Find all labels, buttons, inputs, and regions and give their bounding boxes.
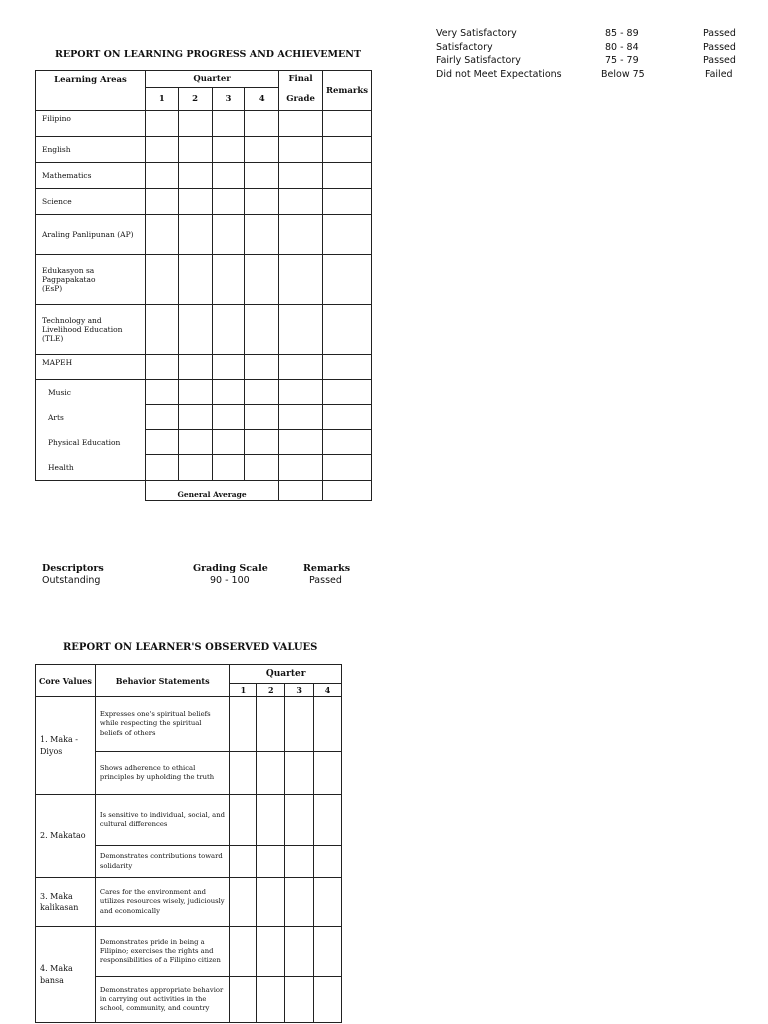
table-row bbox=[36, 163, 372, 189]
legend-scale: Below 75 bbox=[601, 69, 645, 80]
final-grade-cell[interactable] bbox=[279, 137, 323, 163]
subject-label: English bbox=[36, 137, 146, 163]
legend-remarks: Passed bbox=[703, 55, 736, 66]
core-value-label: 1. Maka - Diyos bbox=[36, 697, 96, 795]
header-remarks: Remarks bbox=[323, 71, 372, 111]
header-grade: Grade bbox=[279, 88, 323, 111]
grade-cell[interactable] bbox=[178, 215, 212, 255]
rating-cell[interactable] bbox=[257, 846, 285, 878]
remarks-cell[interactable] bbox=[323, 305, 372, 355]
grade-cell[interactable] bbox=[212, 305, 245, 355]
grade-cell[interactable] bbox=[145, 305, 178, 355]
grade-cell[interactable] bbox=[178, 163, 212, 189]
rating-cell[interactable] bbox=[230, 878, 257, 927]
remarks-cell[interactable] bbox=[323, 111, 372, 137]
rating-cell[interactable] bbox=[285, 977, 314, 1023]
scale-value: 90 - 100 bbox=[210, 575, 250, 586]
header-quarter: Quarter bbox=[145, 71, 278, 88]
rating-cell[interactable] bbox=[230, 697, 257, 752]
header-q3: 3 bbox=[285, 684, 314, 697]
behavior-statement: Demonstrates pride in being a Filipino; exercises the rights and responsibilities of a Filipino citizen bbox=[95, 927, 230, 977]
behavior-statement: Cares for the environment and utilizes resources wisely, judiciously and economically bbox=[95, 878, 230, 927]
rating-cell[interactable] bbox=[314, 977, 342, 1023]
remarks-cell[interactable] bbox=[323, 189, 372, 215]
final-grade-cell[interactable] bbox=[279, 380, 323, 405]
header-q3: 3 bbox=[212, 88, 245, 111]
rating-cell[interactable] bbox=[285, 878, 314, 927]
header-q4: 4 bbox=[245, 88, 279, 111]
grade-cell[interactable] bbox=[178, 305, 212, 355]
behavior-statement: Shows adherence to ethical principles by upholding the truth bbox=[95, 752, 230, 795]
legend-descriptor: Did not Meet Expectations bbox=[436, 69, 562, 80]
grade-cell[interactable] bbox=[212, 215, 245, 255]
grade-cell[interactable] bbox=[212, 430, 245, 455]
final-grade-cell[interactable] bbox=[279, 455, 323, 481]
grade-cell[interactable] bbox=[245, 430, 279, 455]
behavior-statement: Demonstrates contributions toward solidarity bbox=[95, 846, 230, 878]
grade-cell[interactable] bbox=[212, 137, 245, 163]
grade-cell[interactable] bbox=[145, 455, 178, 481]
rating-cell[interactable] bbox=[257, 977, 285, 1023]
grade-cell[interactable] bbox=[145, 255, 178, 305]
rating-cell[interactable] bbox=[257, 697, 285, 752]
header-learning-areas: Learning Areas bbox=[36, 71, 146, 111]
core-value-label: 4. Maka bansa bbox=[36, 927, 96, 1023]
legend-descriptor: Very Satisfactory bbox=[436, 28, 517, 39]
grade-cell[interactable] bbox=[178, 405, 212, 430]
table-row bbox=[36, 255, 372, 305]
subject-label: Physical Education bbox=[36, 430, 146, 455]
remarks-cell[interactable] bbox=[323, 255, 372, 305]
core-value-label: 3. Maka kalikasan bbox=[36, 878, 96, 927]
rating-cell[interactable] bbox=[257, 752, 285, 795]
grade-cell[interactable] bbox=[145, 430, 178, 455]
grade-cell[interactable] bbox=[212, 111, 245, 137]
header-q4: 4 bbox=[314, 684, 342, 697]
table-row bbox=[36, 795, 342, 846]
table-row bbox=[36, 455, 372, 481]
rating-cell[interactable] bbox=[230, 752, 257, 795]
grade-cell[interactable] bbox=[212, 355, 245, 380]
final-grade-cell[interactable] bbox=[279, 163, 323, 189]
grade-cell[interactable] bbox=[245, 305, 279, 355]
final-grade-cell[interactable] bbox=[279, 405, 323, 430]
rating-cell[interactable] bbox=[314, 697, 342, 752]
grade-cell[interactable] bbox=[245, 380, 279, 405]
rating-cell[interactable] bbox=[230, 927, 257, 977]
final-grade-cell[interactable] bbox=[279, 430, 323, 455]
remarks-cell[interactable] bbox=[323, 215, 372, 255]
legend-scale: 75 - 79 bbox=[605, 55, 639, 66]
descriptor-value: Outstanding bbox=[42, 575, 101, 586]
final-grade-cell[interactable] bbox=[279, 355, 323, 380]
rating-cell[interactable] bbox=[285, 697, 314, 752]
grade-cell[interactable] bbox=[245, 405, 279, 430]
observed-values-table bbox=[35, 664, 342, 1023]
grade-cell[interactable] bbox=[178, 111, 212, 137]
header-q1: 1 bbox=[230, 684, 257, 697]
subject-label: MAPEH bbox=[36, 355, 146, 380]
grade-cell[interactable] bbox=[178, 255, 212, 305]
legend-descriptor: Fairly Satisfactory bbox=[436, 55, 521, 66]
rating-cell[interactable] bbox=[230, 846, 257, 878]
table-row bbox=[36, 215, 372, 255]
legend-remarks: Passed bbox=[703, 42, 736, 53]
table-row bbox=[36, 111, 372, 137]
general-average-cell[interactable] bbox=[279, 481, 323, 501]
final-grade-cell[interactable] bbox=[279, 215, 323, 255]
grade-cell[interactable] bbox=[245, 111, 279, 137]
table-row bbox=[36, 405, 372, 430]
grade-cell[interactable] bbox=[212, 163, 245, 189]
remarks-cell[interactable] bbox=[323, 430, 372, 455]
remarks-cell[interactable] bbox=[323, 163, 372, 189]
rating-cell[interactable] bbox=[314, 878, 342, 927]
final-grade-cell[interactable] bbox=[279, 305, 323, 355]
table-row bbox=[36, 189, 372, 215]
rating-cell[interactable] bbox=[314, 795, 342, 846]
rating-cell[interactable] bbox=[314, 846, 342, 878]
learning-progress-table bbox=[35, 70, 372, 501]
subject-label: Music bbox=[36, 380, 146, 405]
rating-cell[interactable] bbox=[230, 977, 257, 1023]
grade-cell[interactable] bbox=[145, 405, 178, 430]
grade-cell[interactable] bbox=[245, 215, 279, 255]
grade-cell[interactable] bbox=[245, 137, 279, 163]
remarks-cell[interactable] bbox=[323, 455, 372, 481]
core-value-label: 2. Makatao bbox=[36, 795, 96, 878]
subject-label: Arts bbox=[36, 405, 146, 430]
grade-cell[interactable] bbox=[178, 189, 212, 215]
header-core-values: Core Values bbox=[36, 665, 96, 697]
grade-cell[interactable] bbox=[245, 163, 279, 189]
rating-cell[interactable] bbox=[230, 795, 257, 846]
table-row bbox=[36, 927, 342, 977]
grading-scale-header: Grading Scale bbox=[193, 563, 268, 574]
grade-cell[interactable] bbox=[212, 405, 245, 430]
header-q2: 2 bbox=[257, 684, 285, 697]
grade-cell[interactable] bbox=[178, 137, 212, 163]
table-row bbox=[36, 355, 372, 380]
table-row bbox=[36, 137, 372, 163]
remarks-header: Remarks bbox=[303, 563, 351, 574]
descriptors-header: Descriptors bbox=[42, 563, 104, 574]
grade-cell[interactable] bbox=[145, 215, 178, 255]
subject-label: Filipino bbox=[36, 111, 146, 137]
subject-label: Health bbox=[36, 455, 146, 481]
behavior-statement: Expresses one's spiritual beliefs while respecting the spiritual beliefs of others bbox=[95, 697, 230, 752]
table-row bbox=[36, 697, 342, 752]
rating-cell[interactable] bbox=[314, 927, 342, 977]
grade-cell[interactable] bbox=[245, 189, 279, 215]
grade-cell[interactable] bbox=[178, 355, 212, 380]
subject-label: Science bbox=[36, 189, 146, 215]
subject-label: Edukasyon sa Pagpapakatao (EsP) bbox=[36, 255, 146, 305]
grade-cell[interactable] bbox=[145, 189, 178, 215]
rating-cell[interactable] bbox=[257, 878, 285, 927]
behavior-statement: Demonstrates appropriate behavior in carrying out activities in the school, community, and country bbox=[95, 977, 230, 1023]
grade-cell[interactable] bbox=[245, 455, 279, 481]
header-q1: 1 bbox=[145, 88, 178, 111]
table-row bbox=[36, 305, 372, 355]
general-average-row bbox=[36, 481, 372, 501]
grade-cell[interactable] bbox=[178, 455, 212, 481]
grade-cell[interactable] bbox=[145, 111, 178, 137]
table-row bbox=[36, 380, 372, 405]
table-row bbox=[36, 878, 342, 927]
grade-cell[interactable] bbox=[212, 189, 245, 215]
grade-cell[interactable] bbox=[178, 380, 212, 405]
rating-cell[interactable] bbox=[314, 752, 342, 795]
grade-cell[interactable] bbox=[212, 255, 245, 305]
rating-cell[interactable] bbox=[285, 795, 314, 846]
legend-scale: 85 - 89 bbox=[605, 28, 639, 39]
grade-cell[interactable] bbox=[245, 255, 279, 305]
final-grade-cell[interactable] bbox=[279, 255, 323, 305]
rating-cell[interactable] bbox=[285, 752, 314, 795]
final-grade-cell[interactable] bbox=[279, 111, 323, 137]
header-q2: 2 bbox=[178, 88, 212, 111]
rating-cell[interactable] bbox=[285, 927, 314, 977]
legend-descriptor: Satisfactory bbox=[436, 42, 493, 53]
table-row bbox=[36, 430, 372, 455]
grade-cell[interactable] bbox=[145, 163, 178, 189]
remarks-cell[interactable] bbox=[323, 380, 372, 405]
grade-cell[interactable] bbox=[178, 430, 212, 455]
general-average-label: General Average bbox=[145, 481, 278, 501]
observed-values-title: REPORT ON LEARNER'S OBSERVED VALUES bbox=[63, 642, 318, 653]
subject-label: Araling Panlipunan (AP) bbox=[36, 215, 146, 255]
rating-cell[interactable] bbox=[257, 927, 285, 977]
grade-cell[interactable] bbox=[212, 380, 245, 405]
remarks-cell[interactable] bbox=[323, 137, 372, 163]
rating-cell[interactable] bbox=[285, 846, 314, 878]
learning-progress-title: REPORT ON LEARNING PROGRESS AND ACHIEVEMENT bbox=[55, 49, 362, 60]
final-grade-cell[interactable] bbox=[279, 189, 323, 215]
remarks-cell[interactable] bbox=[323, 405, 372, 430]
header-final: Final bbox=[279, 71, 323, 88]
grade-cell[interactable] bbox=[145, 355, 178, 380]
grade-cell[interactable] bbox=[145, 137, 178, 163]
grade-cell[interactable] bbox=[245, 355, 279, 380]
grade-cell[interactable] bbox=[212, 455, 245, 481]
behavior-statement: Is sensitive to individual, social, and cultural differences bbox=[95, 795, 230, 846]
subject-label: Technology and Livelihood Education (TLE) bbox=[36, 305, 146, 355]
grade-cell[interactable] bbox=[145, 380, 178, 405]
subject-label: Mathematics bbox=[36, 163, 146, 189]
legend-scale: 80 - 84 bbox=[605, 42, 639, 53]
remarks-cell[interactable] bbox=[323, 355, 372, 380]
legend-remarks: Failed bbox=[705, 69, 733, 80]
header-quarter: Quarter bbox=[230, 665, 342, 684]
header-behavior-statements: Behavior Statements bbox=[95, 665, 230, 697]
legend-remarks: Passed bbox=[703, 28, 736, 39]
general-average-remarks-cell[interactable] bbox=[323, 481, 372, 501]
rating-cell[interactable] bbox=[257, 795, 285, 846]
remarks-value: Passed bbox=[309, 575, 342, 586]
